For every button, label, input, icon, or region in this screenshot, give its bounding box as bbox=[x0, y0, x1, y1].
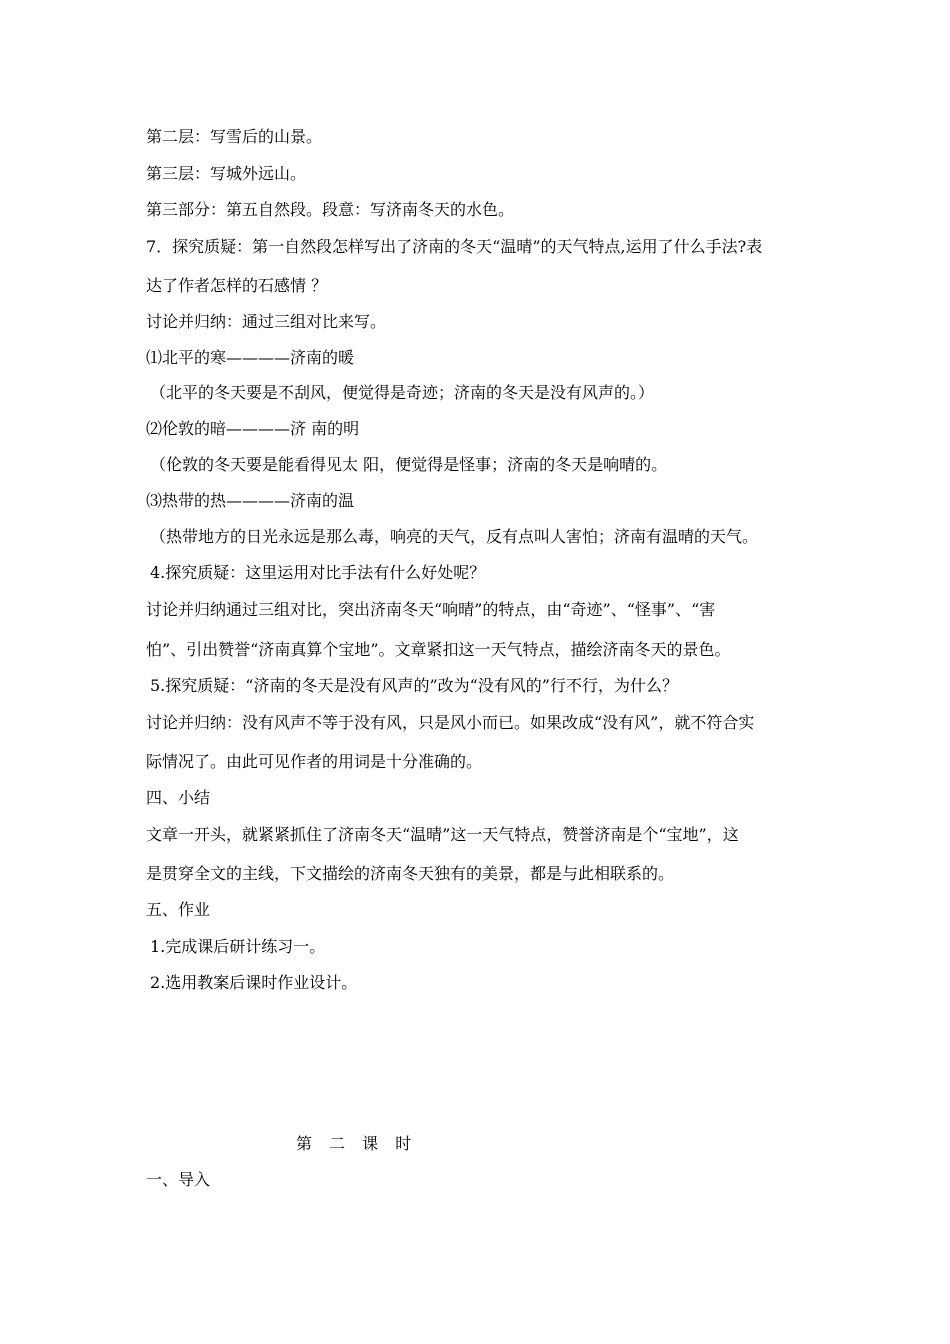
text-line: （伦敦的冬天要是能看得见太 阳，便觉得是怪事；济南的冬天是响晴的。 bbox=[150, 455, 668, 474]
section-heading: 四、小结 bbox=[146, 788, 211, 807]
text-line: 第二层：写雪后的山景。 bbox=[146, 127, 323, 146]
section-heading: 五、作业 bbox=[146, 900, 211, 919]
text-line: 1.完成课后研计练习一。 bbox=[150, 937, 326, 956]
text-line: ⑶热带的热————济南的温 bbox=[146, 491, 355, 510]
text-line: 是贯穿全文的主线，下文描绘的济南冬天独有的美景，都是与此相联系的。 bbox=[146, 864, 675, 883]
text-line: 际情况了。由此可见作者的用词是十分准确的。 bbox=[146, 752, 483, 771]
text-line: 第三层：写城外远山。 bbox=[146, 164, 307, 183]
text-line: 讨论并归纳通过三组对比，突出济南冬天“响晴”的特点，由“奇迹”、“怪事”、“害 bbox=[146, 600, 716, 619]
text-line: 怕”、引出赞誉“济南真算个宝地”。文章紧扣这一天气特点，描绘济南冬天的景色。 bbox=[146, 640, 731, 659]
text-line: 达了作者怎样的石感情 ？ bbox=[146, 276, 328, 295]
section-heading: 一、导入 bbox=[146, 1170, 211, 1189]
section-title: 第 二 课 时 bbox=[296, 1134, 418, 1153]
text-line: 讨论并归纳：通过三组对比来写。 bbox=[146, 312, 387, 331]
text-line: ⑵伦敦的暗————济 南的明 bbox=[146, 419, 360, 438]
text-line: 7．探究质疑：第一自然段怎样写出了济南的冬天“温晴”的天气特点,运用了什么手法?表 bbox=[146, 237, 763, 256]
text-line: （热带地方的日光永远是那么毒，响亮的天气，反有点叫人害怕；济南有温晴的天气。 bbox=[150, 527, 759, 546]
text-line: 2.选用教案后课时作业设计。 bbox=[150, 973, 358, 992]
text-line: 4.探究质疑：这里运用对比手法有什么好处呢？ bbox=[150, 563, 486, 582]
text-line: 第三部分：第五自然段。段意：写济南冬天的水色。 bbox=[146, 200, 515, 219]
text-line: 讨论并归纳：没有风声不等于没有风，只是风小而已。如果改成“没有风”，就不符合实 bbox=[146, 713, 755, 732]
text-line: （北平的冬天要是不刮风，便觉得是奇迹；济南的冬天是没有风声的。） bbox=[150, 383, 655, 402]
text-line: ⑴北平的寒————济南的暖 bbox=[146, 348, 355, 367]
text-line: 5.探究质疑：“济南的冬天是没有风声的”改为“没有风的”行不行，为什么？ bbox=[150, 676, 678, 695]
text-line: 文章一开头，就紧紧抓住了济南冬天“温晴”这一天气特点，赞誉济南是个“宝地”，这 bbox=[146, 825, 739, 844]
